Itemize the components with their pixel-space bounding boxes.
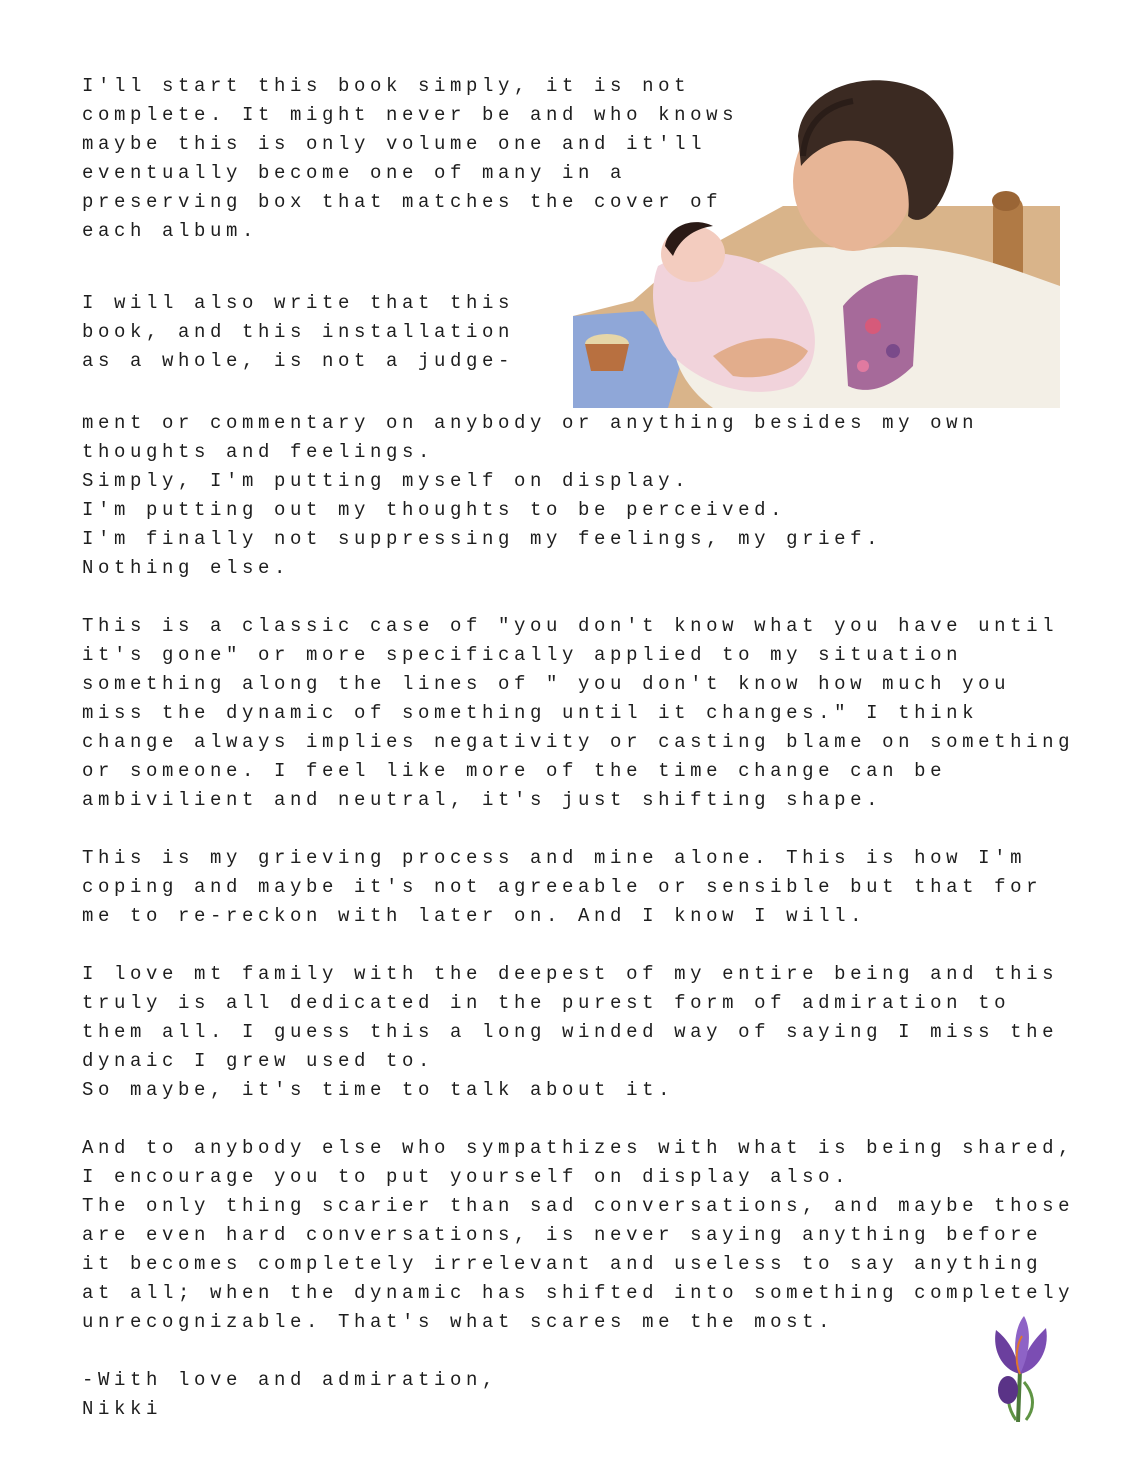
letter-line: it's gone" or more specifically applied to my situation	[82, 644, 963, 666]
letter-line: Nothing else.	[82, 557, 291, 579]
letter-line: are even hard conversations, is never saying anything before	[82, 1224, 1043, 1246]
letter-line: dynaic I grew used to.	[82, 1050, 435, 1072]
letter-line: This is my grieving process and mine alone. This is how I'm	[82, 847, 1027, 869]
letter-line: truly is all dedicated in the purest form of admiration to	[82, 992, 1011, 1014]
letter-line: preserving box that matches the cover of	[82, 191, 723, 213]
letter-line: eventually become one of many in a	[82, 162, 627, 184]
letter-line: I'll start this book simply, it is not	[82, 75, 691, 97]
letter-line: I'm finally not suppressing my feelings, my grief.	[82, 528, 883, 550]
letter-line: maybe this is only volume one and it'll	[82, 133, 707, 155]
letter-line: or someone. I feel like more of the time change can be	[82, 760, 947, 782]
letter-line: ambivilient and neutral, it's just shifting shape.	[82, 789, 883, 811]
letter-line: at all; when the dynamic has shifted into something completely	[82, 1282, 1075, 1304]
letter-line: something along the lines of " you don't know how much you	[82, 673, 1011, 695]
letter-line: I'm putting out my thoughts to be perceived.	[82, 499, 787, 521]
letter-line: coping and maybe it's not agreeable or sensible but that for	[82, 876, 1043, 898]
letter-line: book, and this installation	[82, 321, 515, 343]
letter-line: unrecognizable. That's what scares me the most.	[82, 1311, 835, 1333]
letter-line: The only thing scarier than sad conversations, and maybe those	[82, 1195, 1075, 1217]
signoff-line: -With love and admiration,	[82, 1369, 499, 1391]
letter-line: This is a classic case of "you don't know what you have until	[82, 615, 1059, 637]
letter-line: And to anybody else who sympathizes with what is being shared,	[82, 1137, 1075, 1159]
letter-line: thoughts and feelings.	[82, 441, 435, 463]
letter-line: I love mt family with the deepest of my entire being and this	[82, 963, 1059, 985]
purple-crocus-flower-icon	[984, 1310, 1064, 1422]
letter-line: I encourage you to put yourself on display also.	[82, 1166, 851, 1188]
letter-line: change always implies negativity or casting blame on something	[82, 731, 1075, 753]
letter-line: miss the dynamic of something until it changes." I think	[82, 702, 979, 724]
signature-name: Nikki	[82, 1398, 163, 1420]
letter-line: ment or commentary on anybody or anything besides my own	[82, 412, 979, 434]
letter-line: So maybe, it's time to talk about it.	[82, 1079, 675, 1101]
letter-line: I will also write that this	[82, 292, 515, 314]
letter-line: them all. I guess this a long winded way of saying I miss the	[82, 1021, 1059, 1043]
letter-line: each album.	[82, 220, 259, 242]
letter-line: complete. It might never be and who knows	[82, 104, 739, 126]
letter-line: as a whole, is not a judge-	[82, 350, 515, 372]
letter-line: it becomes completely irrelevant and useless to say anything	[82, 1253, 1043, 1275]
letter-line: me to re-reckon with later on. And I know I will.	[82, 905, 867, 927]
letter-line: Simply, I'm putting myself on display.	[82, 470, 691, 492]
